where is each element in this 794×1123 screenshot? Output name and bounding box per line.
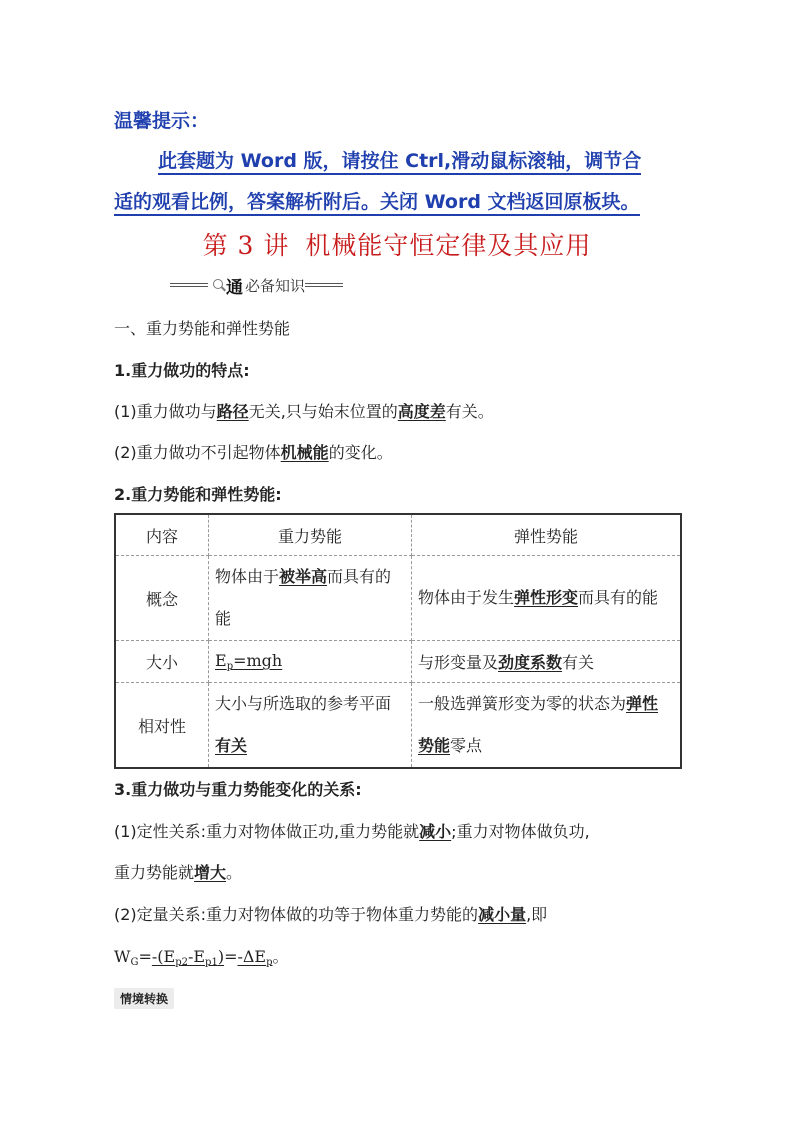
work-energy-formula: $W_G=-(E_{p2}-E_{p1})=-\Delta E_p$。 [114, 947, 289, 968]
lecture-title [0, 226, 794, 262]
point1-item1: (1)重力做功与路径无关,只与始末位置的高度差有关。 [114, 402, 494, 421]
row-label: 大小 [115, 641, 209, 683]
point1-item2: (2)重力做功不引起物体机械能的变化。 [114, 443, 393, 462]
table-header: 重力势能 [209, 514, 412, 556]
lecture-name: 机械能守恒定律及其应用 [305, 231, 592, 260]
point3-item1-line2: 重力势能就增大。 [114, 863, 243, 882]
banner-label: 必备知识 [245, 276, 306, 295]
lecture-number: 第 3 讲 [202, 231, 290, 260]
knowledge-banner [170, 273, 343, 297]
answer-decrease: 减小 [419, 822, 452, 841]
table-header: 内容 [115, 514, 209, 556]
magnifier-icon [212, 278, 226, 292]
point3-item2: (2)定量关系:重力对物体做的功等于物体重力势能的减小量,即 [114, 905, 548, 924]
table-cell: 大小与所选取的参考平面有关 [209, 683, 412, 769]
tip-line-2: 适的观看比例，答案解析附后。关闭 Word 文档返回原板块。 [114, 190, 640, 216]
answer-decrease-amount: 减小量 [478, 905, 527, 924]
point3-item1-line1: (1)定性关系:重力对物体做正功,重力势能就减小;重力对物体做负功, [114, 822, 590, 841]
table-cell: 物体由于被举高而具有的能 [209, 556, 412, 641]
answer-path: 路径 [216, 402, 249, 421]
point1-heading: 1.重力做功的特点: [114, 361, 250, 380]
answer-mech-energy: 机械能 [280, 443, 329, 462]
table-header-row [115, 514, 681, 556]
point3-heading: 3.重力做功与重力势能变化的关系: [114, 780, 362, 799]
banner-line-left [170, 283, 208, 287]
row-label: 相对性 [115, 683, 209, 769]
table-cell: 与形变量及劲度系数有关 [412, 641, 682, 683]
banner-line-right [305, 283, 343, 287]
scene-transition-tag: 情境转换 [114, 988, 174, 1009]
point2-heading: 2.重力势能和弹性势能: [114, 485, 282, 504]
energy-table [114, 513, 682, 769]
tip-line-1: 此套题为 Word 版，请按住 Ctrl,滑动鼠标滚轴，调节合 [158, 149, 641, 175]
banner-glyph: 通 [226, 277, 243, 298]
answer-increase: 增大 [194, 863, 227, 882]
table-cell: $E_p=mgh$ [209, 641, 412, 683]
section-heading: 一、重力势能和弹性势能 [114, 319, 291, 338]
table-row [115, 641, 681, 683]
table-cell: 物体由于发生弹性形变而具有的能 [412, 556, 682, 641]
table-header: 弹性势能 [412, 514, 682, 556]
tip-title: 温馨提示： [114, 110, 210, 132]
table-row [115, 683, 681, 769]
row-label: 概念 [115, 556, 209, 641]
answer-height-diff: 高度差 [397, 402, 446, 421]
table-row [115, 556, 681, 641]
table-cell: 一般选弹簧形变为零的状态为弹性势能零点 [412, 683, 682, 769]
